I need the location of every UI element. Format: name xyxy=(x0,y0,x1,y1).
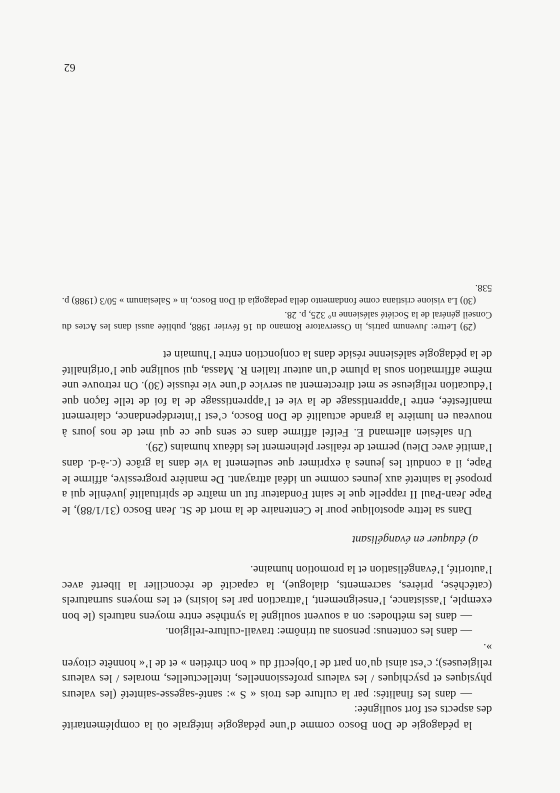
page-body xyxy=(62,279,492,733)
section-subheading: a) éduquer en évangélisant xyxy=(352,533,478,547)
list-item-finalites: — dans les finalités: par la culture des trois « S »: santé-sagesse-sainteté (les valeurs physiques et psychiques / les valeurs professionnelles, intellectuelles, morales / les valeurs religieuses); c’est ainsi qu’on part de l’objectif du « bon chrétien » et de l’« honnête citoyen ». xyxy=(62,641,492,701)
intro-paragraph: la pédagogie de Don Bosco comme d’une pédagogie intégrale où la complémentarité des aspects est fort soulignée: xyxy=(62,703,492,732)
footnote-30: (30) La visione cristiana come fondamento della pedagogia di Don Bosco, in « Salesianum » 50/3 (1988) p. 538. xyxy=(62,282,492,306)
paragraph-pope-letter: Dans sa lettre apostolique pour le Centenaire de la mort de St. Jean Bosco (31/1/88), le Pape Jean-Paul II rappelle que le saint Fondateur fut un maître de spiritualité juvénile qui a proposé la sainteté aux jeunes comme un idéal attrayant. De manière progressive, affirme le Pape, il a conduit les jeunes à exprimer que seulement la vie dans la grâce (c.-à-d. dans l’amitié avec Dieu) permet de réaliser pleinement les idéaux humains (29). xyxy=(62,441,492,517)
paragraph-feifel: Un salésien allemand E. Feifel affirme dans ce sens que ce qui met de nos jours à nouveau en lumière la grande actualité de Don Bosco, c’est l’interdépendance, clairement manifestée, entre l’apprentissage de la vie et l’apprentissage de la foi de telle façon que l’éducation religieuse se met directement au service d’une vie réussie (30). On retrouve une même affirmation sous la plume d’un auteur italien R. Massa, qui souligne que l’originalité de la pédagogie salésienne réside dans la conjonction entre l’humain et xyxy=(62,347,492,439)
footnote-29: (29) Lettre: Juvenum patris, in Osservatore Romano du 16 février 1988, publiée aussi dans les Actes du Conseil général de la Société salésienne n° 325, p. 28. xyxy=(62,308,492,333)
page-number: 62 xyxy=(64,61,76,73)
footnotes xyxy=(62,281,492,333)
list-item-contenus: — dans les contenus: pensons au trinôme: travail-culture-religion. xyxy=(165,625,472,639)
list-item-methodes: — dans les méthodes: on a souvent souligné la synthèse entre moyens naturels (le bon exemple, l’assistance, l’enseignement, l’attraction par les loisirs) et les moyens surnaturels (catéchèse, prières, sacrements, dialogue), la capacité de réconcilier la liberté avec l’autorité, l’évangélisation et la promotion humaine. xyxy=(62,563,492,623)
